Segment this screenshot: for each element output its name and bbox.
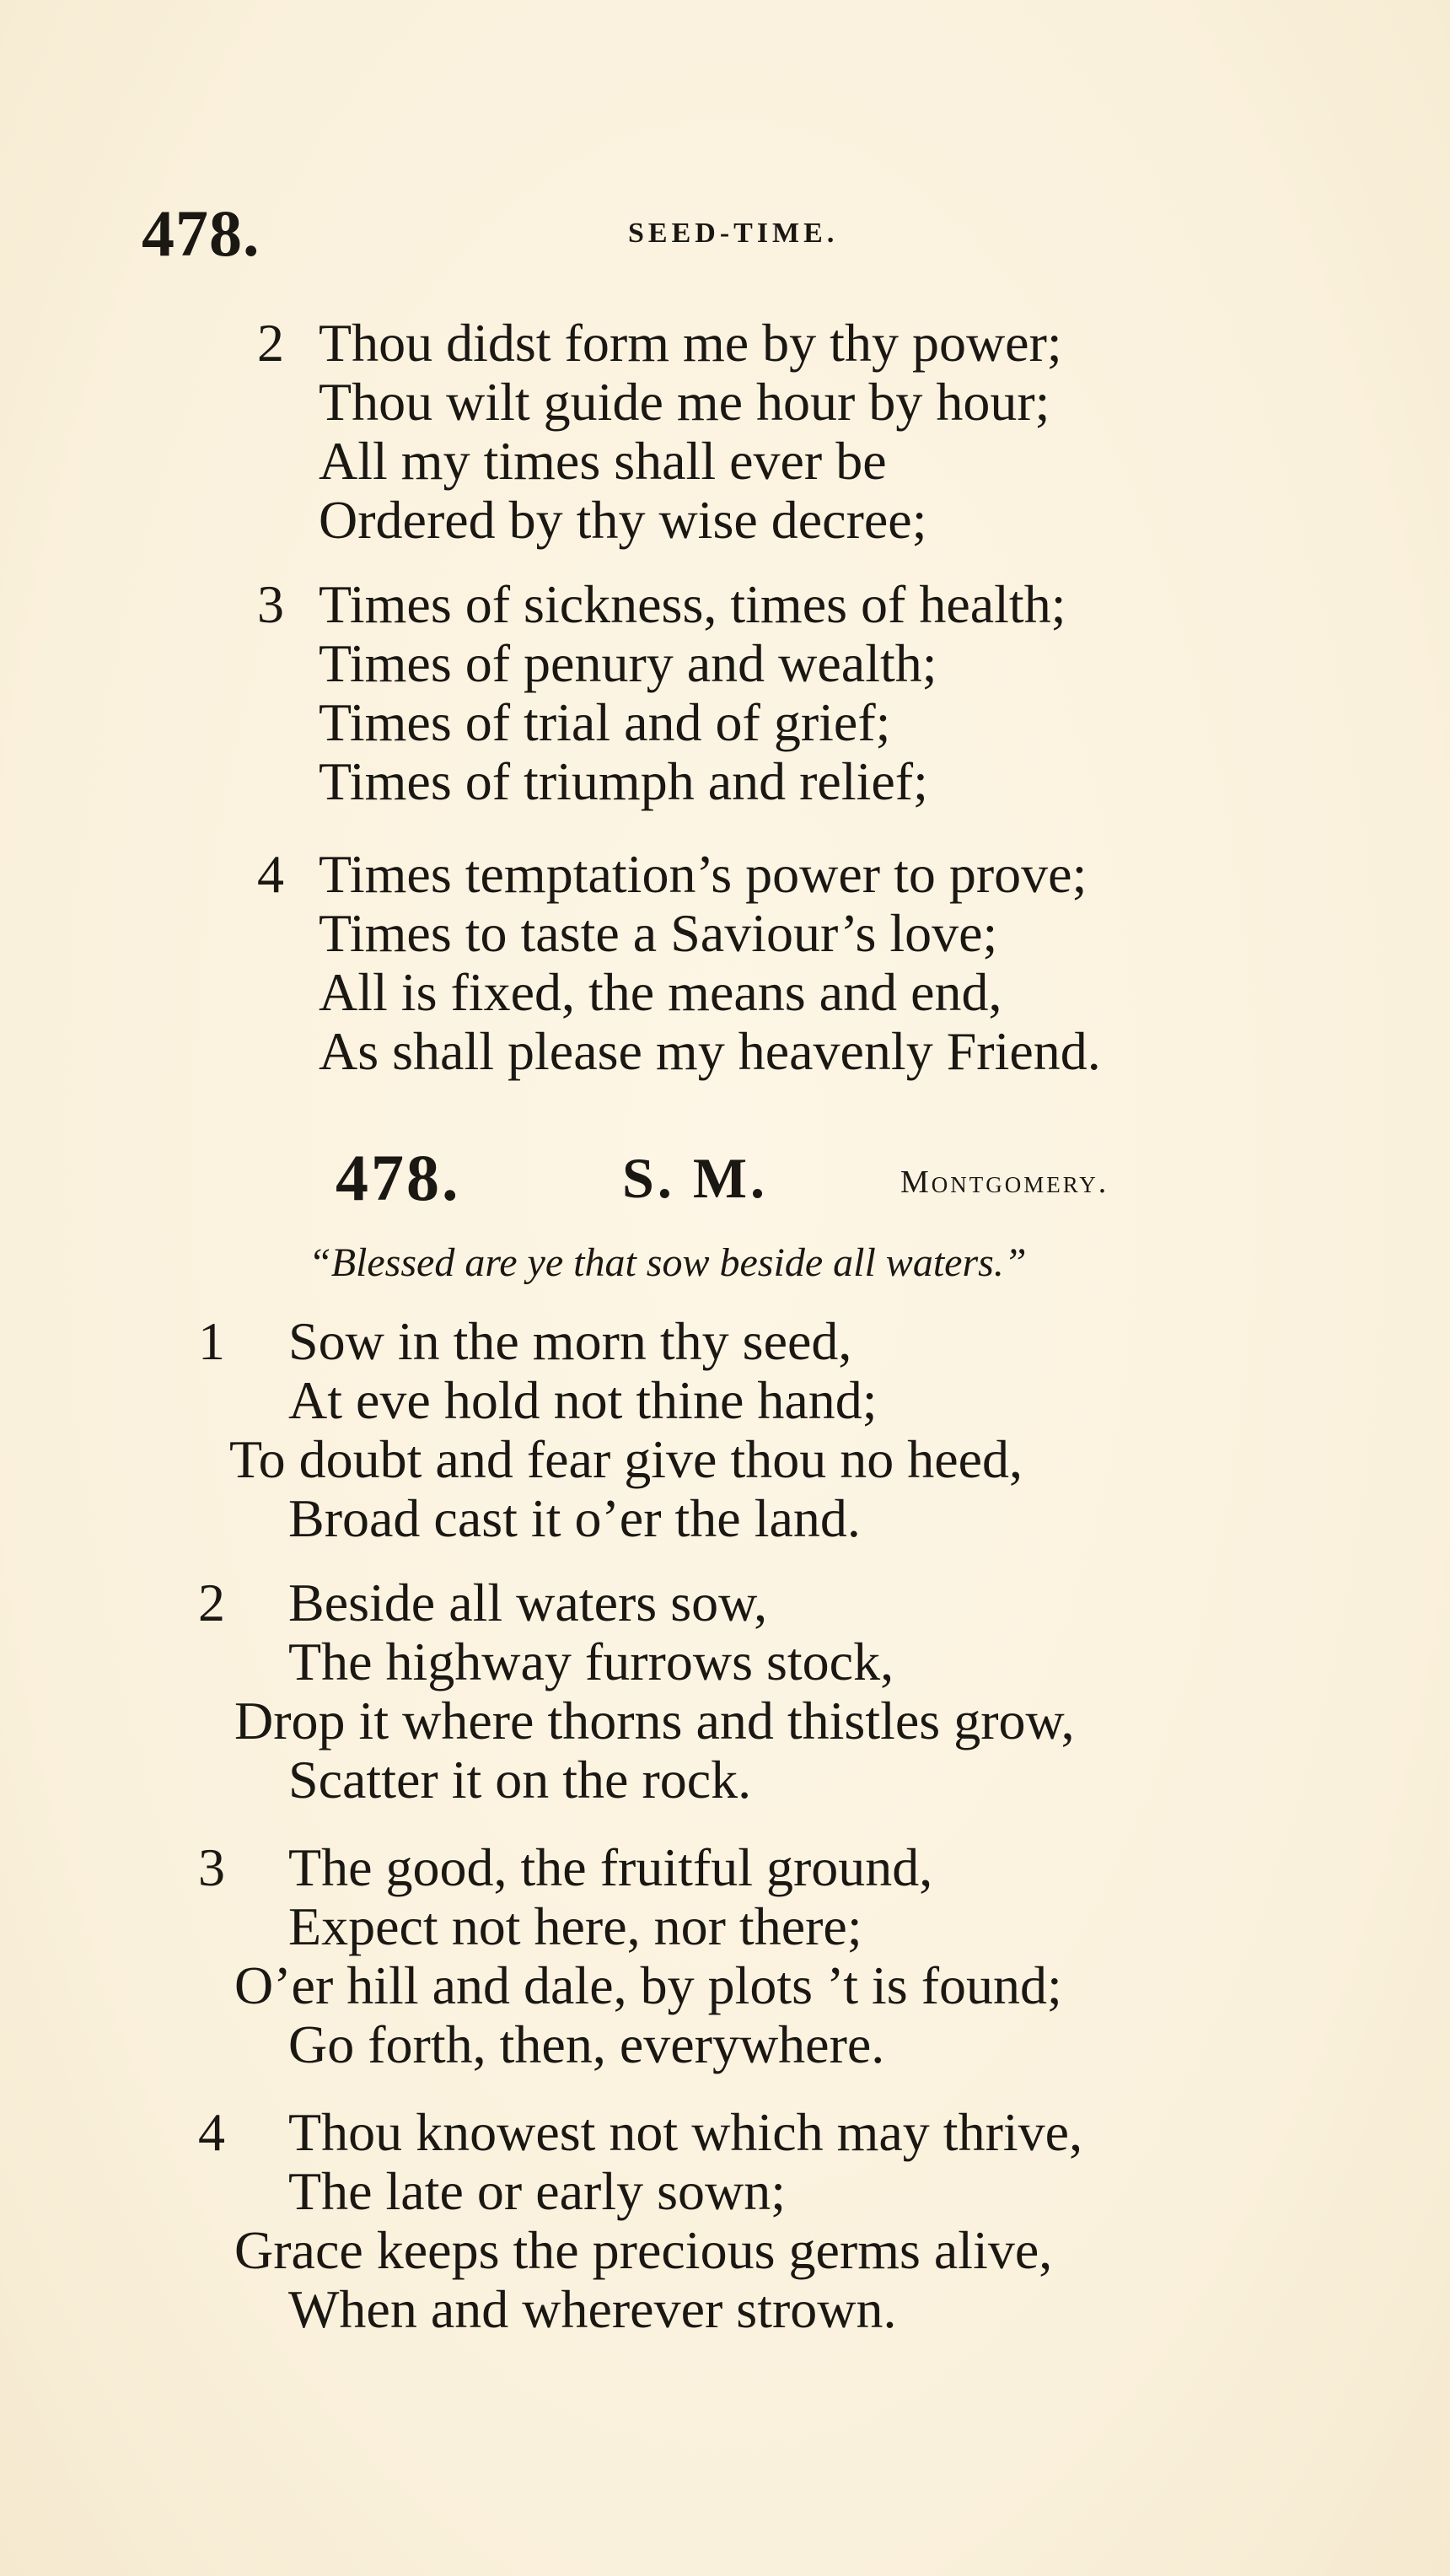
verse-line: All my times shall ever be bbox=[319, 431, 887, 491]
hymn-number: 478. bbox=[336, 1141, 461, 1214]
verse-line: Times of trial and of grief; bbox=[319, 692, 891, 752]
verse-line: All is fixed, the means and end, bbox=[319, 962, 1002, 1022]
verse-line: Thou didst form me by thy power; bbox=[319, 313, 1062, 373]
stanza-number: 3 bbox=[257, 574, 284, 634]
verse-line: Expect not here, nor there; bbox=[288, 1896, 862, 1956]
stanza-number: 3 bbox=[198, 1837, 225, 1897]
verse-line: Thou wilt guide me hour by hour; bbox=[319, 372, 1050, 432]
verse-line: As shall please my heavenly Friend. bbox=[319, 1021, 1101, 1081]
verse-line: The highway furrows stock, bbox=[288, 1632, 894, 1691]
stanza-number: 4 bbox=[257, 844, 284, 904]
verse-line: O’er hill and dale, by plots ’t is found; bbox=[234, 1955, 1062, 2015]
stanza-number: 2 bbox=[198, 1573, 225, 1632]
verse-line: At eve hold not thine hand; bbox=[288, 1370, 878, 1430]
verse-line: Sow in the morn thy seed, bbox=[288, 1311, 852, 1371]
verse-line: Broad cast it o’er the land. bbox=[288, 1488, 861, 1548]
verse-line: Times of penury and wealth; bbox=[319, 633, 937, 693]
running-title: SEED-TIME. bbox=[628, 218, 839, 249]
page-number: 478. bbox=[142, 196, 260, 270]
hymn-author: Montgomery. bbox=[900, 1164, 1109, 1200]
verse-line: Thou knowest not which may thrive, bbox=[288, 2102, 1083, 2162]
verse-line: The good, the fruitful ground, bbox=[288, 1837, 933, 1897]
verse-line: Scatter it on the rock. bbox=[288, 1750, 752, 1810]
verse-line: Drop it where thorns and thistles grow, bbox=[234, 1691, 1075, 1750]
verse-line: Times of triumph and relief; bbox=[319, 751, 928, 811]
verse-line: Times temptation’s power to prove; bbox=[319, 844, 1088, 904]
verse-line: The late or early sown; bbox=[288, 2161, 786, 2221]
stanza-number: 4 bbox=[198, 2102, 225, 2162]
verse-line: Times to taste a Saviour’s love; bbox=[319, 903, 998, 963]
verse-line: Beside all waters sow, bbox=[288, 1573, 768, 1632]
verse-line: Grace keeps the precious germs alive, bbox=[234, 2220, 1053, 2280]
verse-line: To doubt and fear give thou no heed, bbox=[229, 1429, 1023, 1489]
verse-line: When and wherever strown. bbox=[288, 2279, 897, 2339]
hymn-meter: S. M. bbox=[622, 1146, 768, 1210]
hymn-epigraph: “Blessed are ye that sow beside all waters.” bbox=[309, 1240, 1027, 1285]
verse-line: Go forth, then, everywhere. bbox=[288, 2014, 885, 2074]
stanza-number: 1 bbox=[198, 1311, 225, 1371]
verse-line: Times of sickness, times of health; bbox=[319, 574, 1066, 634]
stanza-number: 2 bbox=[257, 313, 284, 373]
verse-line: Ordered by thy wise decree; bbox=[319, 490, 927, 550]
